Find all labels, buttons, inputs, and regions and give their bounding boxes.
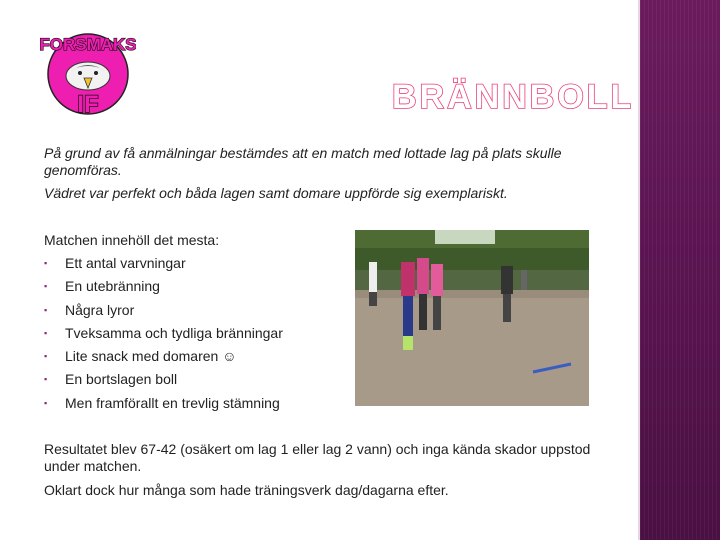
slide-title: BRÄNNBOLL xyxy=(392,78,635,116)
aftermath-paragraph: Oklart dock hur många som hade träningsverk dag/dagarna efter. xyxy=(44,482,449,498)
match-photo xyxy=(355,230,589,406)
weather-paragraph: Vädret var perfekt och båda lagen samt domare uppförde sig exemplariskt. xyxy=(44,185,508,201)
club-logo xyxy=(40,18,136,118)
bullet-icon: ▪ xyxy=(44,258,48,268)
result-paragraph: Resultatet blev 67-42 (osäkert om lag 1 eller lag 2 vann) och inga kända skador uppstod under matchen. xyxy=(44,441,591,474)
bullet-icon: ▪ xyxy=(44,351,48,362)
bullet-icon: ▪ xyxy=(44,327,48,338)
list-item: ▪ En bortslagen boll xyxy=(44,368,283,391)
bullet-icon: ▪ xyxy=(44,374,48,385)
logo-text-bottom: IF xyxy=(77,91,99,118)
list-item: ▪ En utebränning xyxy=(44,275,283,298)
list-item: ▪ Lite snack med domaren ☺ xyxy=(44,345,283,368)
list-item: ▪ Tveksamma och tydliga bränningar xyxy=(44,322,283,345)
logo-text-top: FORSMAKS xyxy=(40,35,136,54)
list-item: ▪ Men framförallt en trevlig stämning xyxy=(44,392,283,415)
highlights-list xyxy=(44,252,283,415)
list-item: ▪ Ett antal varvningar xyxy=(44,252,283,275)
decorative-side-panel xyxy=(640,0,720,540)
bullet-icon: ▪ xyxy=(44,304,48,315)
list-intro: Matchen innehöll det mesta: xyxy=(44,232,220,248)
list-item: ▪ Några lyror xyxy=(44,299,283,322)
intro-paragraph: På grund av få anmälningar bestämdes att en match med lottade lag på plats skulle genomföras. xyxy=(44,145,562,178)
bullet-icon: ▪ xyxy=(44,397,48,408)
bullet-icon: ▪ xyxy=(44,281,48,292)
